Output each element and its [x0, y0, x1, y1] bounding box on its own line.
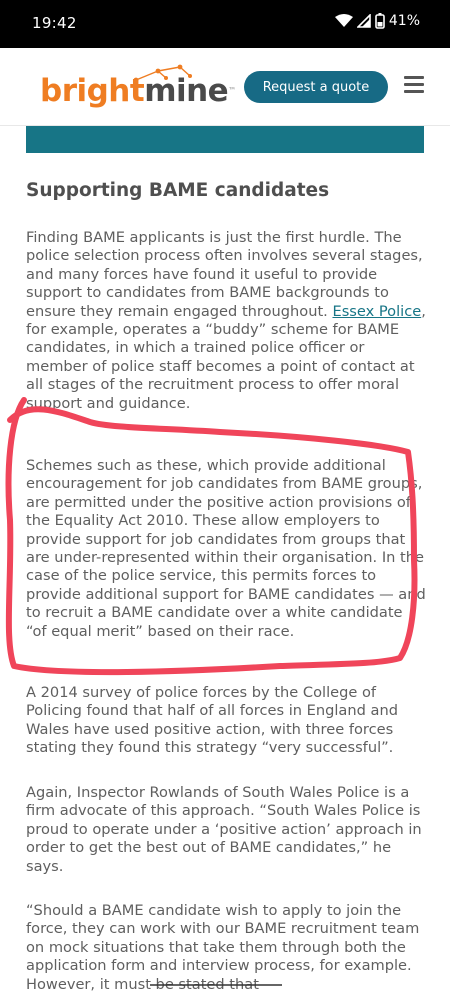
battery-percent: 41% [388, 13, 420, 29]
signal-icon [357, 14, 371, 28]
essex-police-link[interactable]: Essex Police [332, 302, 422, 320]
paragraph-1 [26, 229, 426, 413]
brightmine-logo[interactable] [40, 62, 236, 114]
banner-bar [26, 126, 424, 153]
paragraph-3: A 2014 survey of police forces by the College of Policing found that half of all forces in England and Wales have used positive action, with three forces stating they found this strategy “very successful”. [26, 684, 398, 757]
wifi-icon [335, 14, 353, 28]
paragraph-5: “Should a BAME candidate wish to apply to join the force, they can work with our BAME recruitment team on mock situations that take them through both the application form and interview process, for example. However, it must be stated that [26, 902, 420, 993]
section-heading: Supporting BAME candidates [26, 180, 330, 201]
logo-wordmark [40, 72, 236, 110]
logo-trademark: ™ [228, 86, 236, 95]
request-quote-button[interactable]: Request a quote [244, 71, 388, 103]
hamburger-menu-icon[interactable] [404, 76, 424, 96]
logo-bright: bright [40, 73, 145, 109]
status-time: 19:42 [32, 14, 77, 32]
battery-icon [375, 13, 385, 29]
paragraph-2: Schemes such as these, which provide additional encouragement for job candidates from BAME groups, are permitted under the positive action provisions of the Equality Act 2010. These allow employers to provide support for job candidates from groups that are under-represented within their organisation. In the case of the police service, this permits forces to provide additional support for BAME candidates — and to recruit a BAME candidate over a white candidate “of equal merit” based on their race. [26, 457, 426, 640]
paragraph-1-text-a: Finding BAME applicants is just the first hurdle. The police selection process often involves several stages, and many forces have found it useful to provide support to candidates from BAME backgrounds to ensure they remain engaged throughout. [26, 229, 423, 320]
status-icons [335, 13, 420, 29]
paragraph-1-text-b: , for example, operates a “buddy” scheme for BAME candidates, in which a trained police officer or member of police staff becomes a point of contact at all stages of the recruitment process to offer moral support and guidance. [26, 302, 426, 412]
logo-mine: mine [144, 73, 229, 109]
paragraph-4: Again, Inspector Rowlands of South Wales Police is a firm advocate of this approach. “South Wales Police is proud to operate under a ‘positive action’ approach in order to get the best out of BAME candidates,” he says. [26, 784, 422, 875]
status-bar [0, 0, 450, 48]
